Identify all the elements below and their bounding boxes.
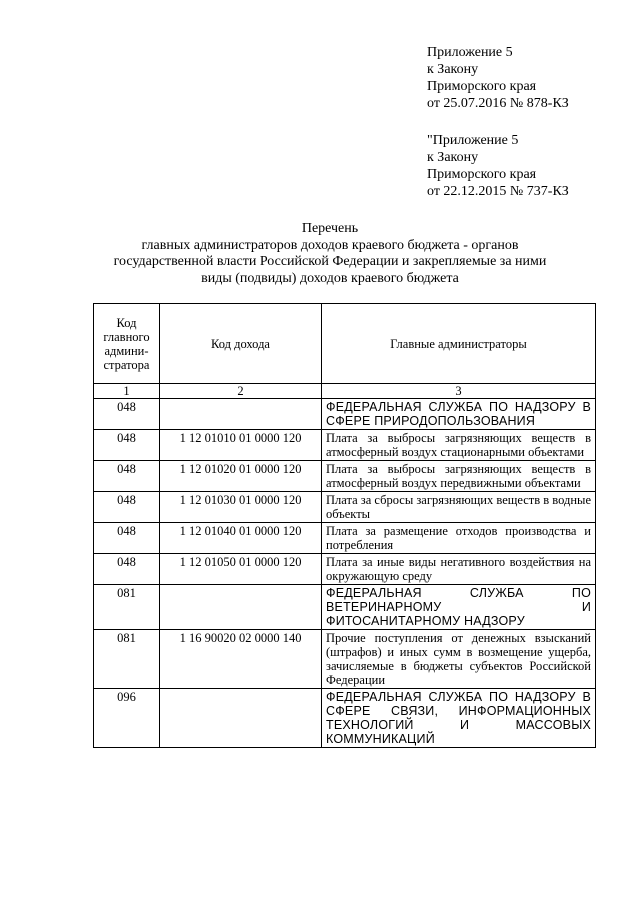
admin-code-cell: 048 [94, 461, 160, 492]
annex-line: от 22.12.2015 № 737-КЗ [427, 184, 569, 199]
title-line: государственной власти Российской Федерации и закрепляемые за ними [113, 254, 547, 269]
table-row [94, 689, 596, 748]
table-row [94, 399, 596, 430]
table-row [94, 523, 596, 554]
annex-line: к Закону [427, 150, 479, 165]
column-number: 3 [322, 384, 596, 399]
table-header-row [94, 304, 596, 384]
annex-original-reference [427, 132, 569, 200]
column-number-row [94, 384, 596, 399]
administrators-table [93, 303, 596, 748]
annex-line: Приморского края [427, 79, 537, 94]
title-line: главных администраторов доходов краевого бюджета - органов [141, 237, 519, 253]
annex-line: к Закону [427, 62, 479, 77]
administrator-name-cell: ФЕДЕРАЛЬНАЯ СЛУЖБА ПО ВЕТЕРИНАРНОМУ И ФИТОСАНИТАРНОМУ НАДЗОРУ [322, 585, 596, 630]
administrator-name-cell: ФЕДЕРАЛЬНАЯ СЛУЖБА ПО НАДЗОРУ В СФЕРЕ ПРИРОДОПОЛЬЗОВАНИЯ [322, 399, 596, 430]
administrator-name-cell: Плата за выбросы загрязняющих веществ в атмосферный воздух стационарными объектами [322, 430, 596, 461]
income-code-cell: 1 12 01020 01 0000 120 [160, 461, 322, 492]
administrator-name-cell: ФЕДЕРАЛЬНАЯ СЛУЖБА ПО НАДЗОРУ В СФЕРЕ СВЯЗИ, ИНФОРМАЦИОННЫХ ТЕХНОЛОГИЙ И МАССОВЫХ КОММУНИКАЦИЙ [322, 689, 596, 748]
income-code-cell [160, 399, 322, 430]
title-line: Перечень [301, 221, 359, 236]
income-code-cell: 1 12 01030 01 0000 120 [160, 492, 322, 523]
header-admin-code: Код главного админи-стратора [94, 304, 160, 384]
column-number: 2 [160, 384, 322, 399]
column-number: 1 [94, 384, 160, 399]
table-row [94, 630, 596, 689]
admin-code-cell: 048 [94, 430, 160, 461]
administrator-name-cell: Прочие поступления от денежных взысканий (штрафов) и иных сумм в возмещение ущерба, зачисляемые в бюджеты субъектов Российской Федерации [322, 630, 596, 689]
table-body [94, 399, 596, 748]
header-administrators: Главные администраторы [322, 304, 596, 384]
table-row [94, 430, 596, 461]
table-row [94, 585, 596, 630]
admin-code-cell: 096 [94, 689, 160, 748]
admin-code-cell: 048 [94, 554, 160, 585]
header-income-code: Код дохода [160, 304, 322, 384]
admin-code-cell: 048 [94, 399, 160, 430]
annex-current-reference [427, 44, 569, 112]
annex-line: Приложение 5 [427, 45, 513, 60]
table-row [94, 492, 596, 523]
income-code-cell [160, 689, 322, 748]
income-code-cell: 1 12 01010 01 0000 120 [160, 430, 322, 461]
document-title [60, 221, 600, 287]
administrator-name-cell: Плата за сбросы загрязняющих веществ в водные объекты [322, 492, 596, 523]
income-code-cell: 1 12 01050 01 0000 120 [160, 554, 322, 585]
table-row [94, 461, 596, 492]
administrator-name-cell: Плата за размещение отходов производства и потребления [322, 523, 596, 554]
income-code-cell: 1 12 01040 01 0000 120 [160, 523, 322, 554]
admin-code-cell: 048 [94, 492, 160, 523]
annex-line: от 25.07.2016 № 878-КЗ [427, 96, 569, 111]
admin-code-cell: 081 [94, 585, 160, 630]
income-code-cell [160, 585, 322, 630]
admin-code-cell: 081 [94, 630, 160, 689]
annex-line: Приморского края [427, 167, 537, 182]
admin-code-cell: 048 [94, 523, 160, 554]
table-row [94, 554, 596, 585]
administrator-name-cell: Плата за иные виды негативного воздействия на окружающую среду [322, 554, 596, 585]
administrator-name-cell: Плата за выбросы загрязняющих веществ в атмосферный воздух передвижными объектами [322, 461, 596, 492]
annex-line: "Приложение 5 [427, 133, 519, 148]
title-line: виды (подвиды) доходов краевого бюджета [201, 270, 459, 286]
income-code-cell: 1 16 90020 02 0000 140 [160, 630, 322, 689]
